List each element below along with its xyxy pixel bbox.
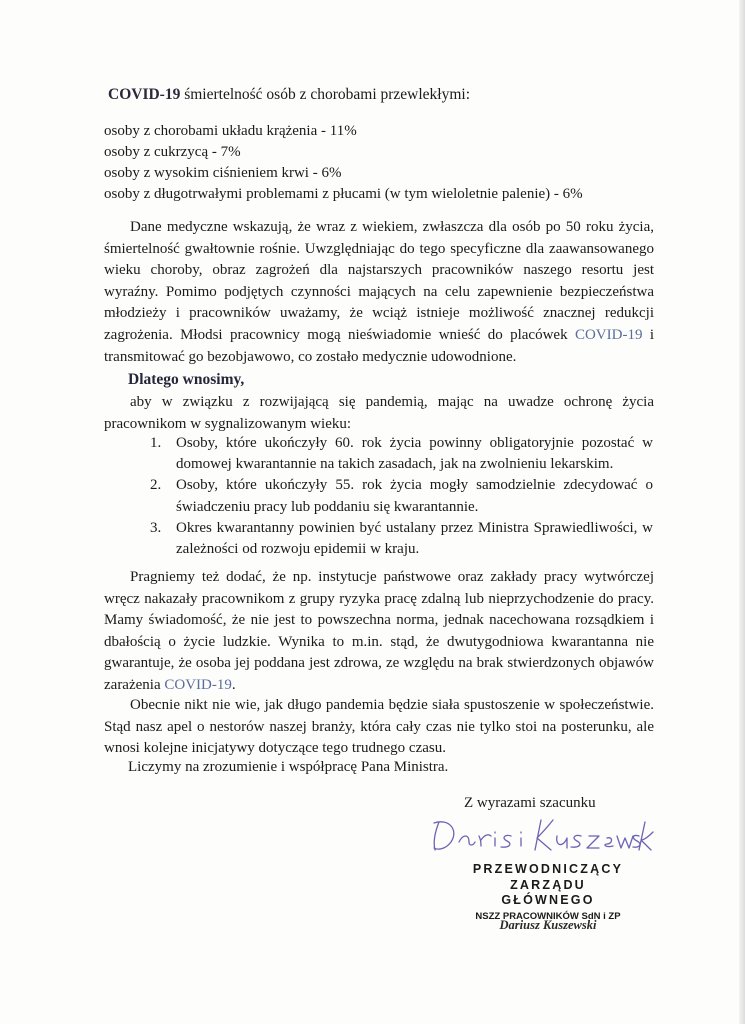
paragraph-institutions	[104, 567, 654, 697]
paragraph-medical-data	[104, 217, 654, 365]
item-number: 2.	[150, 477, 162, 494]
official-stamp	[464, 862, 632, 924]
stamp-board: ZARZĄDU GŁÓWNEGO	[501, 877, 595, 907]
paragraph-text: Obecnie nikt nie wie, jak długo pandemia będzie siała spustoszenie w społeczeństwie. Stąd nasz apel o nestorów naszej branży, która cały czas nie tylko stoi na posterunku, ale wnosi kolejne inicjatywy dotyczące tego trudnego czasu.	[104, 697, 654, 757]
heading-covid-label: COVID-19	[108, 86, 181, 103]
item-number: 3.	[150, 519, 162, 536]
item-text: Osoby, które ukończyły 60. rok życia powinny obligatoryjnie pozostać w domowej kwarantannie na takich zasadach, jak na zwolnieniu lekarskim.	[176, 435, 653, 473]
paragraph-request: Liczymy na zrozumienie i współpracę Pana Ministra.	[128, 759, 449, 775]
paragraph-text: Dane medyczne wskazują, że wraz z wiekiem, zwłaszcza dla osób po 50 roku życia, śmiertelność gwałtownie rośnie. Uwzględniając do tego specyficzne dla zaawansowanego wieku choroby, obraz zagrożeń dla najstarszych pracowników naszego resortu jest wyraźny. Pomimo podjętych czynności mających na celu zapewnienie bezpieczeństwa młodzieży i pracowników uważamy, że wciąż istnieje możliwość znacznej redukcji zagrożenia. Młodsi pracownicy mogą nieświadomie wnieść do placówek	[104, 219, 654, 343]
request-intro	[104, 392, 654, 435]
paragraph-text: Pragniemy też dodać, że np. instytucje państwowe oraz zakłady pracy wytwórczej wręcz nakazały pracownikom z grupy ryzyka pracę zdalną lub nieprzychodzenie do pracy. Mamy świadomość, że nie jest to powszechna norma, jednak nacechowana rozsądkiem i dbałością o życie ludzkie. Wynika to m.in. stąd, że dwutygodniowa kwarantanna nie gwarantuje, że osoba jej poddana jest zdrowa, ze względu na brak stwierdzonych objawów zarażenia	[104, 569, 654, 693]
paragraph-tail: i transmitować go bezobjawowo, co zostało medycznie udowodnione.	[104, 326, 654, 365]
list-item	[150, 518, 653, 560]
request-intro-text: aby w związku z rozwijającą się pandemią, mając na uwadze ochronę życia pracownikom w sygnalizowanym wieku:	[104, 394, 654, 432]
request-heading: Dlatego wnosimy,	[128, 371, 245, 388]
closing-phrase: Z wyrazami szacunku	[464, 795, 596, 811]
paragraph-tail: .	[231, 676, 236, 693]
item-text: Okres kwarantanny powinien być ustalany przez Ministra Sprawiedliwości, w zależności od rozwoju epidemii w kraju.	[176, 519, 653, 558]
demands-list	[150, 433, 653, 560]
list-item: osoby z cukrzycą - 7%	[104, 144, 241, 160]
covid-term: COVID-19	[164, 676, 232, 693]
heading-text: śmiertelność osób z chorobami przewlekłymi:	[180, 86, 471, 103]
stamp-union: NSZZ PRACOWNIKÓW SdN i ZP	[475, 910, 621, 922]
list-item: osoby z wysokim ciśnieniem krwi - 6%	[104, 165, 342, 181]
covid-term: COVID-19	[574, 326, 643, 343]
signer-name: Dariusz Kuszewski	[499, 918, 597, 932]
stamp-title: PRZEWODNICZĄCY	[472, 862, 624, 876]
list-item	[150, 475, 653, 517]
paragraph-appeal	[104, 695, 654, 760]
item-text: Osoby, które ukończyły 55. rok życia mogły samodzielnie zdecydować o świadczeniu pracy lub poddaniu się kwarantannie.	[176, 477, 653, 515]
handwritten-signature	[425, 810, 655, 856]
item-number: 1.	[150, 435, 162, 451]
document-heading	[108, 86, 470, 104]
mortality-list	[104, 121, 583, 205]
list-item	[150, 433, 653, 475]
list-item: osoby z chorobami układu krążenia - 11%	[104, 123, 357, 139]
page-edge	[739, 0, 745, 1024]
list-item: osoby z długotrwałymi problemami z płucami (w tym wieloletnie palenie) - 6%	[104, 186, 583, 202]
